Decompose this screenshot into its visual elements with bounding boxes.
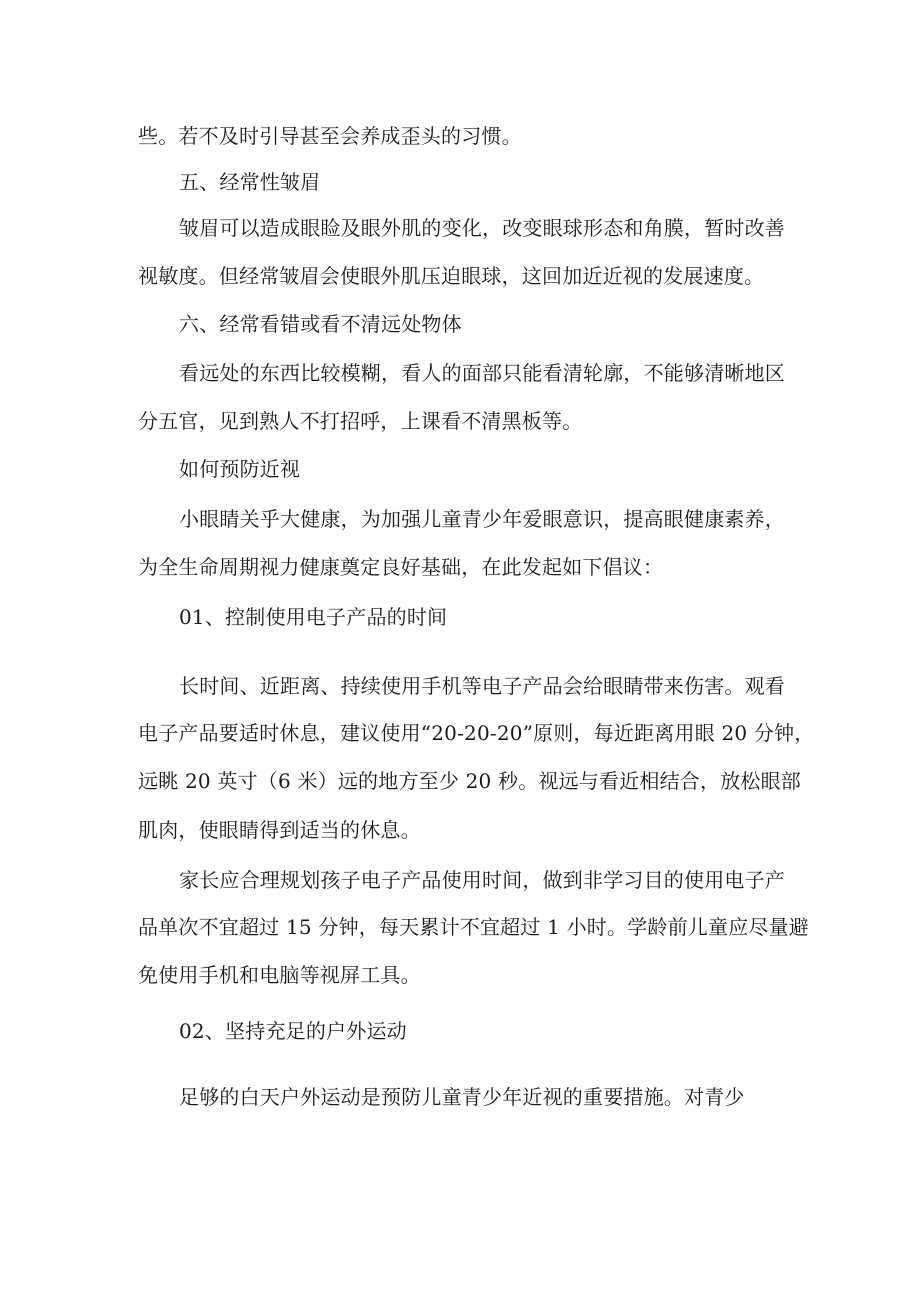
paragraph-line-9: 电子产品要适时休息，建议使用“20-20-20”原则，每近距离用眼 20 分钟， (138, 721, 815, 745)
paragraph-line-1: 些。若不及时引导甚至会养成歪头的习惯。 (138, 124, 522, 148)
paragraph-line-11: 肌肉，使眼睛得到适当的休息。 (138, 818, 421, 842)
paragraph-line-10: 远眺 20 英寸（6 米）远的地方至少 20 秒。视远与看近相结合，放松眼部 (138, 769, 802, 793)
paragraph-line-3: 视敏度。但经常皱眉会使眼外肌压迫眼球，这回加近近视的发展速度。 (138, 264, 765, 288)
paragraph-line-12: 家长应合理规划孩子电子产品使用时间，做到非学习目的使用电子产 (179, 868, 785, 892)
paragraph-line-15: 足够的白天户外运动是预防儿童青少年近视的重要措施。对青少 (179, 1085, 745, 1109)
paragraph-line-7: 为全生命周期视力健康奠定良好基础，在此发起如下倡议： (138, 555, 664, 579)
paragraph-line-6: 小眼睛关乎大健康，为加强儿童青少年爱眼意识，提高眼健康素养， (179, 507, 785, 531)
paragraph-line-14: 免使用手机和电脑等视屏工具。 (138, 963, 421, 987)
paragraph-line-2: 皱眉可以造成眼睑及眼外肌的变化，改变眼球形态和角膜，暂时改善 (179, 216, 785, 240)
heading-prevention: 如何预防近视 (179, 457, 301, 481)
paragraph-line-8: 长时间、近距离、持续使用手机等电子产品会给眼睛带来伤害。观看 (179, 674, 785, 698)
paragraph-line-5: 分五官，见到熟人不打招呼，上课看不清黑板等。 (138, 409, 583, 433)
paragraph-line-13: 品单次不宜超过 15 分钟，每天累计不宜超过 1 小时。学龄前儿童应尽量避 (138, 915, 810, 939)
subheading-02: 02、坚持充足的户外运动 (179, 1019, 407, 1043)
section-heading-5: 五、经常性皱眉 (179, 170, 321, 194)
paragraph-line-4: 看远处的东西比较模糊，看人的面部只能看清轮廓，不能够清晰地区 (179, 361, 785, 385)
subheading-01: 01、控制使用电子产品的时间 (179, 605, 448, 629)
section-heading-6: 六、经常看错或看不清远处物体 (179, 312, 462, 336)
